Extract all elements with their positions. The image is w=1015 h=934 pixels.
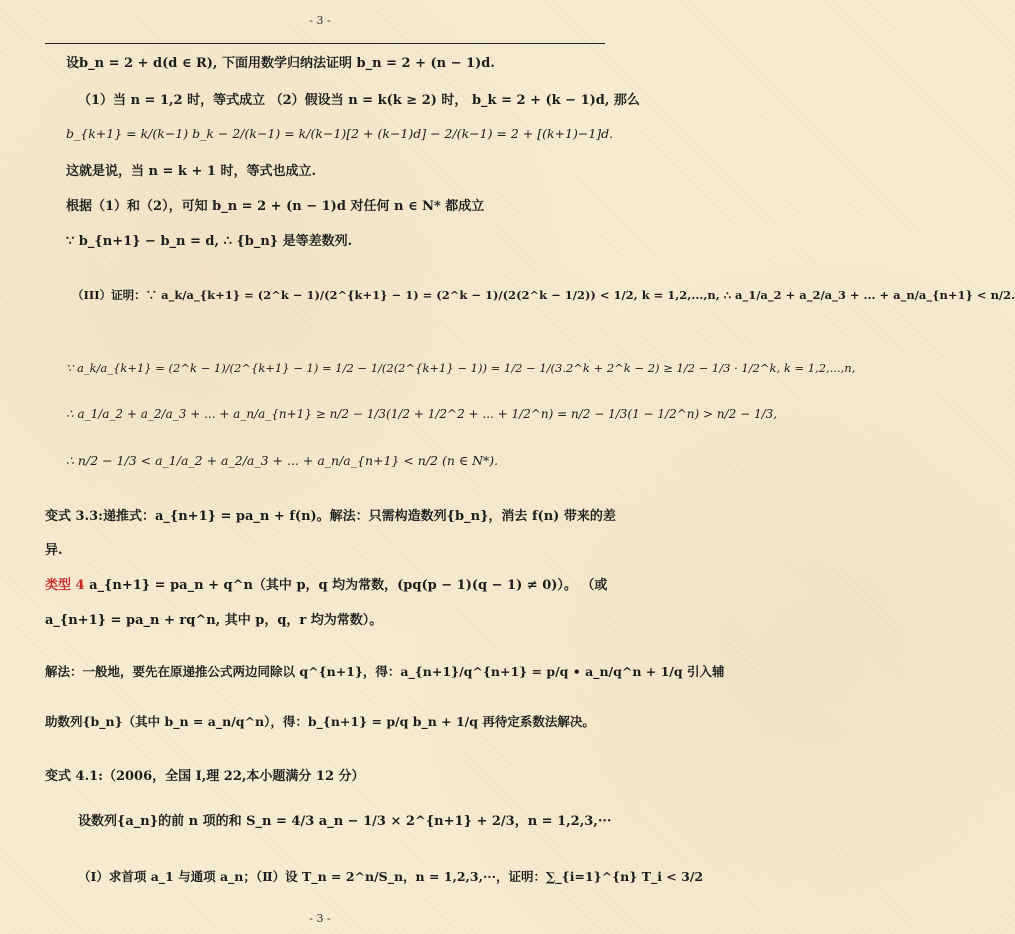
text-line-15: 解法：一般地，要先在原递推公式两边同除以 q^{n+1}，得：a_{n+1}/q^{n+1} = p/q • a_n/q^n + 1/q 引入辅 <box>45 664 725 679</box>
text-line-19: （Ⅰ）求首项 a_1 与通项 a_n；（Ⅱ）设 T_n = 2^n/S_n，n = 1,2,3,···，证明：∑_{i=1}^{n} T_i < 3/2 <box>78 869 704 884</box>
text-line-5: 根据（1）和（2），可知 b_n = 2 + (n − 1)d 对任何 n ∈ N* 都成立 <box>66 199 485 214</box>
type-4-line <box>45 577 620 595</box>
text-line-14: a_{n+1} = pa_n + rq^n, 其中 p，q，r 均为常数）。 <box>45 613 383 628</box>
text-line-12: 异. <box>45 543 63 558</box>
text-line-18: 设数列{a_n}的前 n 项的和 S_n = 4/3 a_n − 1/3 × 2^{n+1} + 2/3，n = 1,2,3,··· <box>78 814 612 829</box>
math-line-8: ∵ a_k/a_{k+1} = (2^k − 1)/(2^{k+1} − 1) = 1/2 − 1/(2(2^{k+1} − 1)) = 1/2 − 1/(3.2^k + 2^k − 2) ≥ 1/2 − 1/3 · 1/2^k, k = 1,2,...,n, <box>66 361 856 375</box>
math-line-3: b_{k+1} = k/(k−1) b_k − 2/(k−1) = k/(k−1)[2 + (k−1)d] − 2/(k−1) = 2 + [(k+1)−1]d. <box>66 126 614 141</box>
text-line-11: 变式 3.3:递推式：a_{n+1} = pa_n + f(n)。解法：只需构造数列{b_n}，消去 f(n) 带来的差 <box>45 509 616 524</box>
text-line-4: 这就是说，当 n = k + 1 时，等式也成立. <box>66 164 316 179</box>
text-line-16: 助数列{b_n}（其中 b_n = a_n/q^n），得：b_{n+1} = p/q b_n + 1/q 再待定系数法解决。 <box>45 714 595 729</box>
text-line-7: （III）证明：∵ a_k/a_{k+1} = (2^k − 1)/(2^{k+1} − 1) = (2^k − 1)/(2(2^k − 1/2)) < 1/2, k = 1,2,...,n, ∴ a_1/a_2 + a_2/a_3 + ... + a_n/a_{n+1} < n/2. <box>72 288 1015 302</box>
type-4-label: 类型 4 <box>45 578 85 593</box>
text-line-17: 变式 4.1:（2006，全国 I,理 22,本小题满分 12 分） <box>45 769 365 784</box>
text-line-6: ∵ b_{n+1} − b_n = d, ∴ {b_n} 是等差数列. <box>66 234 353 249</box>
page-number-top: - 3 - <box>309 14 331 27</box>
page-number-bottom: - 3 - <box>309 912 331 925</box>
type-4-body: a_{n+1} = pa_n + q^n（其中 p，q 均为常数，(pq(p − 1)(q − 1) ≠ 0)）。 （或 <box>84 578 608 593</box>
math-line-9: ∴ a_1/a_2 + a_2/a_3 + ... + a_n/a_{n+1} ≥ n/2 − 1/3(1/2 + 1/2^2 + ... + 1/2^n) = n/2 − 1/3(1 − 1/2^n) > n/2 − 1/3, <box>66 407 778 421</box>
math-line-10: ∴ n/2 − 1/3 < a_1/a_2 + a_2/a_3 + ... + a_n/a_{n+1} < n/2 (n ∈ N*). <box>66 453 499 468</box>
text-line-1: 设b_n = 2 + d(d ∈ R), 下面用数学归纳法证明 b_n = 2 + (n − 1)d. <box>66 56 495 71</box>
text-line-2: （1）当 n = 1,2 时，等式成立 （2）假设当 n = k(k ≥ 2) 时， b_k = 2 + (k − 1)d, 那么 <box>78 93 640 108</box>
